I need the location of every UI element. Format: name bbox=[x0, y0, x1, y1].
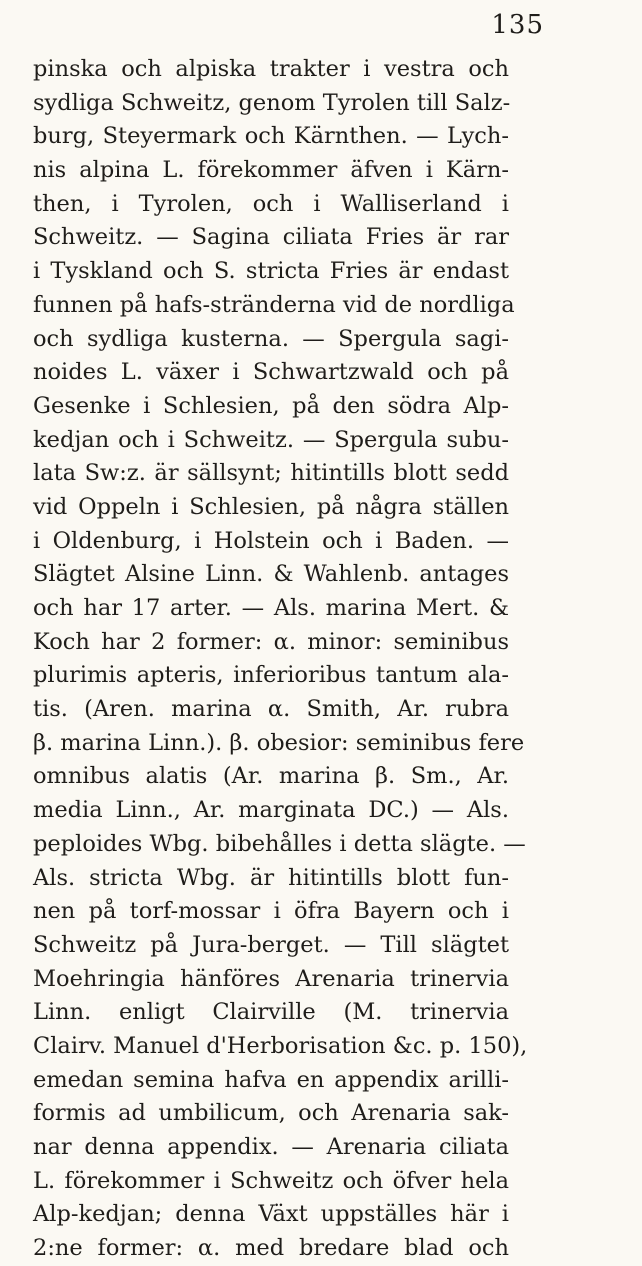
text-line: Alp-kedjan; denna Växt uppställes här i bbox=[33, 1201, 509, 1228]
text-line: media Linn., Ar. marginata DC.) — Als. bbox=[33, 797, 509, 824]
text-line: Koch har 2 former: α. minor: seminibus bbox=[33, 628, 509, 655]
text-line: pinska och alpiska trakter i vestra och bbox=[33, 56, 509, 82]
text-line: tis. (Aren. marina α. Smith, Ar. rubra bbox=[33, 696, 509, 723]
text-line: peploides Wbg. bibehålles i detta slägte. — bbox=[33, 830, 526, 857]
text-line: kedjan och i Schweitz. — Spergula subu- bbox=[33, 426, 509, 453]
text-line: vid Oppeln i Schlesien, på några ställen bbox=[33, 493, 509, 520]
text-line: funnen på hafs-stränderna vid de nordliga bbox=[33, 291, 515, 318]
text-line: Clairv. Manuel d'Herborisation &c. p. 150), bbox=[33, 1032, 528, 1059]
text-line: Slägtet Alsine Linn. & Wahlenb. antages bbox=[33, 561, 509, 588]
text-line: L. förekommer i Schweitz och öfver hela bbox=[33, 1167, 509, 1194]
text-line: 2:ne former: α. med bredare blad och bbox=[33, 1235, 509, 1262]
text-line: β. marina Linn.). β. obesior: seminibus fere bbox=[33, 729, 525, 756]
text-line: nar denna appendix. — Arenaria ciliata bbox=[33, 1134, 509, 1160]
text-line: lata Sw:z. är sällsynt; hitintills blott sedd bbox=[33, 460, 509, 487]
text-line: nen på torf-mossar i öfra Bayern och i bbox=[33, 898, 509, 925]
text-line: noides L. växer i Schwartzwald och på bbox=[33, 359, 509, 386]
text-line: burg, Steyermark och Kärnthen. — Lych- bbox=[33, 123, 509, 150]
text-line: nis alpina L. förekommer äfven i Kärn- bbox=[33, 157, 509, 184]
text-line: och har 17 arter. — Als. marina Mert. & bbox=[33, 595, 509, 621]
body-text bbox=[33, 53, 528, 1266]
text-line: Moehringia hänföres Arenaria trinervia bbox=[33, 965, 509, 992]
text-line: i Tyskland och S. stricta Fries är endast bbox=[33, 258, 509, 285]
text-line: Schweitz på Jura-berget. — Till slägtet bbox=[33, 931, 509, 958]
page-number: 135 bbox=[491, 10, 544, 40]
text-line: Linn. enligt Clairville (M. trinervia bbox=[33, 999, 509, 1026]
text-line: omnibus alatis (Ar. marina β. Sm., Ar. bbox=[33, 763, 509, 790]
text-line: Als. stricta Wbg. är hitintills blott fun- bbox=[33, 864, 509, 891]
text-line: och sydliga kusterna. — Spergula sagi- bbox=[33, 325, 509, 352]
text-line: Schweitz. — Sagina ciliata Fries är rar bbox=[33, 224, 509, 251]
text-line: formis ad umbilicum, och Arenaria sak- bbox=[33, 1100, 509, 1127]
text-line: Gesenke i Schlesien, på den södra Alp- bbox=[33, 392, 509, 419]
text-line: sydliga Schweitz, genom Tyrolen till Salz- bbox=[33, 89, 511, 116]
text-line: i Oldenburg, i Holstein och i Baden. — bbox=[33, 527, 509, 554]
text-line: emedan semina hafva en appendix arilli- bbox=[33, 1066, 509, 1093]
text-line: plurimis apteris, inferioribus tantum ala- bbox=[33, 662, 509, 689]
text-line: then, i Tyrolen, och i Walliserland i bbox=[33, 190, 509, 217]
